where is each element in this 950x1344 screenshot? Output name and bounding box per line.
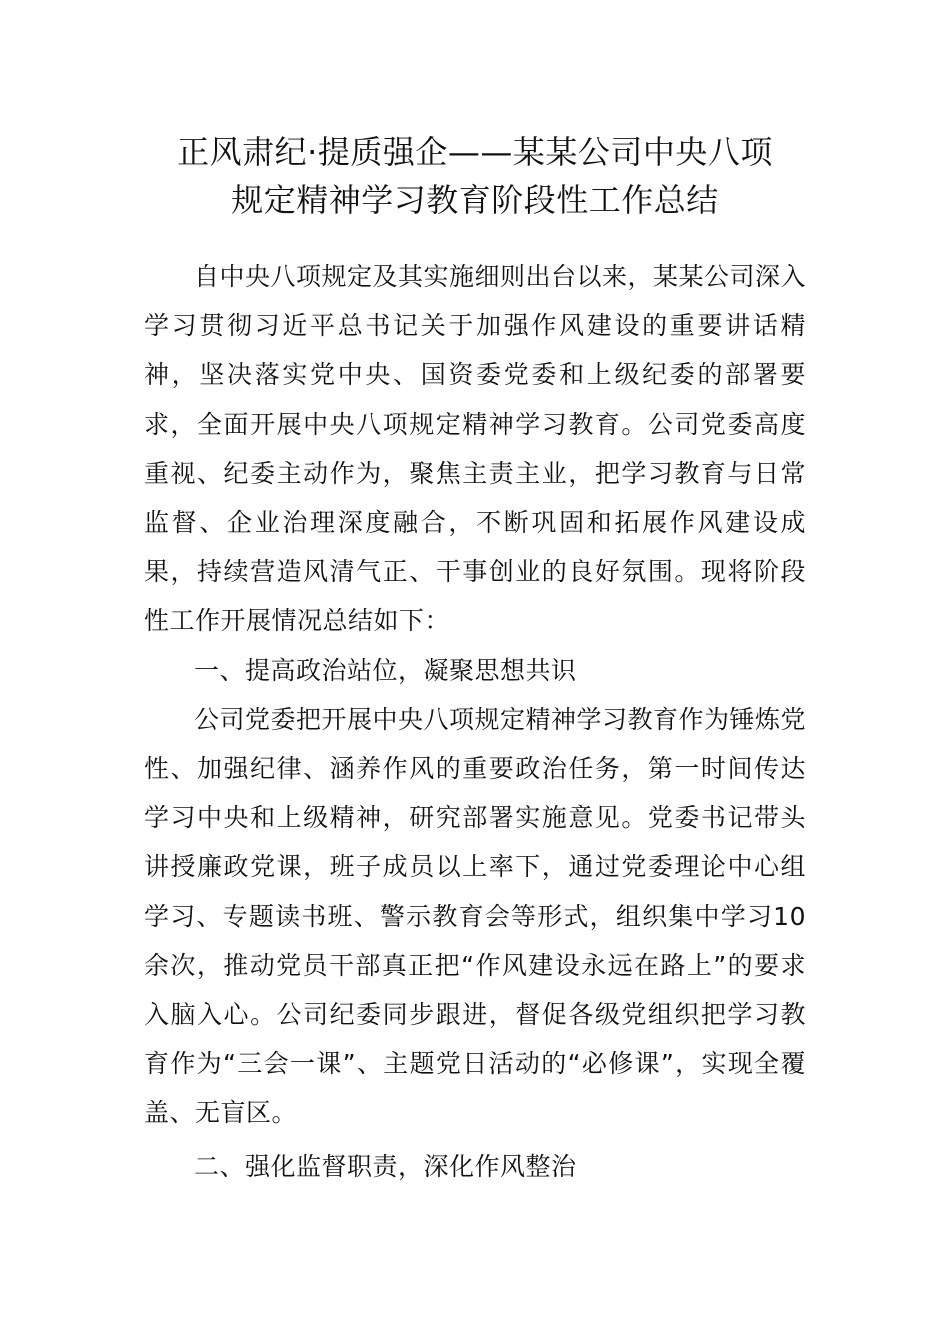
- title-line-2: 规定精神学习教育阶段性工作总结: [231, 181, 719, 219]
- section-2-heading: 二、强化监督职责，深化作风整治: [194, 1151, 577, 1181]
- document-body: [144, 252, 806, 1191]
- section-1-paragraph: 公司党委把开展中央八项规定精神学习教育作为锤炼党性、加强纪律、涵养作风的重要政治任务，第一时间传达学习中央和上级精神，研究部署实施意见。党委书记带头讲授廉政党课，班子成员以上率下，通过党委理论中心组学习、专题读书班、警示教育会等形式，组织集中学习10余次，推动党员干部真正把“作风建设永远在路上”的要求入脑入心。公司纪委同步跟进，督促各级党组织把学习教育作为“三会一课”、主题党日活动的“必修课”，实现全覆盖、无盲区。: [144, 704, 807, 1128]
- title-line-1: 正风肃纪·提质强企——某某公司中央八项: [177, 133, 773, 171]
- document-title: [120, 128, 830, 224]
- section-1-heading: 一、提高政治站位，凝聚思想共识: [194, 655, 577, 685]
- intro-paragraph: 自中央八项规定及其实施细则出台以来，某某公司深入学习贯彻习近平总书记关于加强作风建设的重要讲话精神，坚决落实党中央、国资委党委和上级纪委的部署要求，全面开展中央八项规定精神学习教育。公司党委高度重视、纪委主动作为，聚焦主责主业，把学习教育与日常监督、企业治理深度融合，不断巩固和拓展作风建设成果，持续营造风清气正、干事创业的良好氛围。现将阶段性工作开展情况总结如下：: [144, 262, 807, 636]
